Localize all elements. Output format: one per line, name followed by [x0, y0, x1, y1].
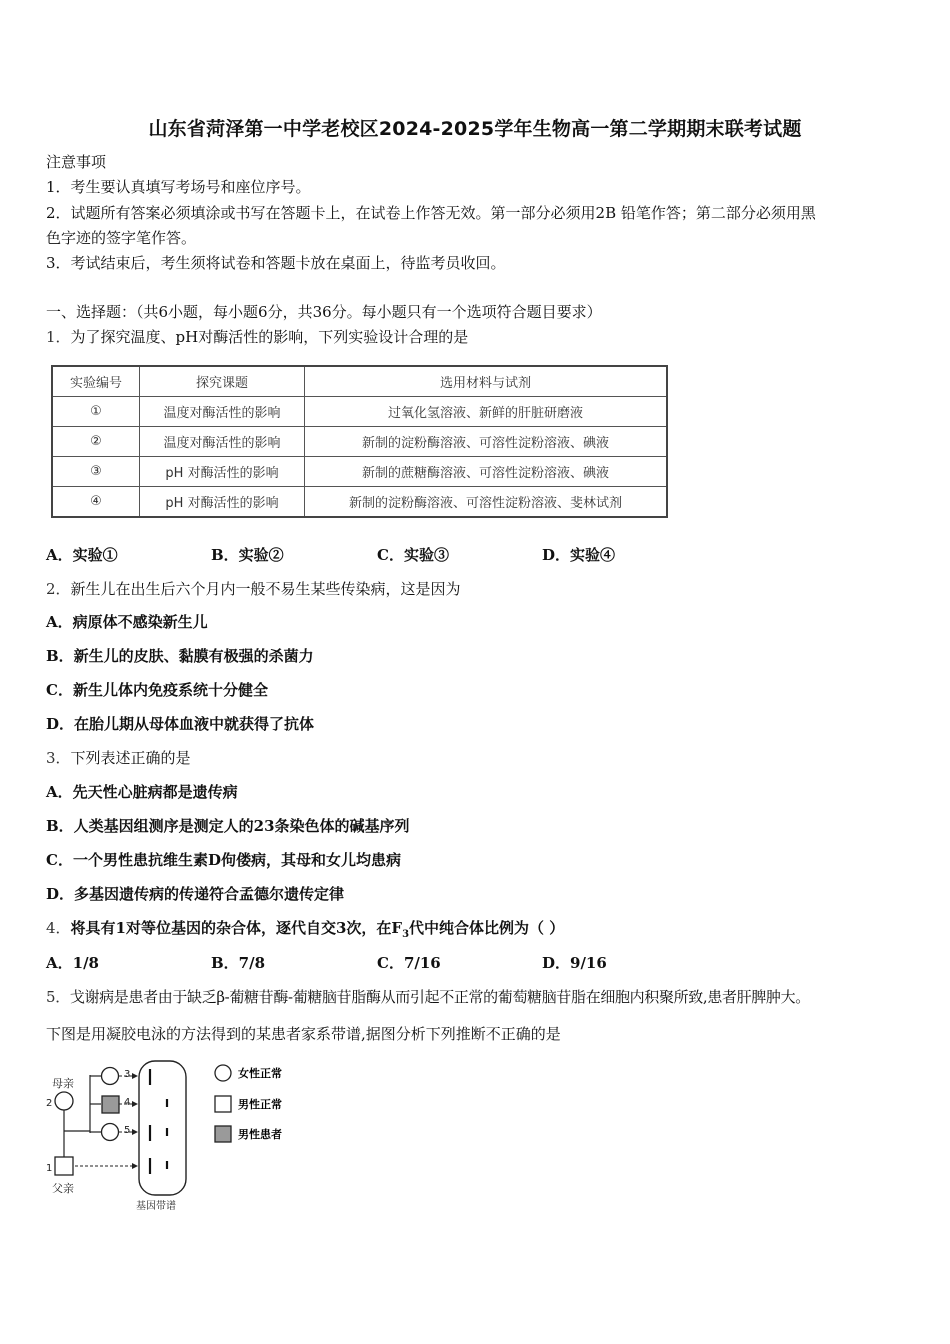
option-d[interactable]: D．实验④ [542, 546, 616, 564]
table-cell: 温度对酶活性的影响 [140, 427, 305, 457]
question-stem: 新生儿在出生后六个月内一般不易生某些传染病，这是因为 [70, 580, 461, 598]
option-c[interactable]: C．7/16 [377, 954, 441, 972]
notice-item-2-cont: 色字迹的签字笔作答。 [46, 229, 197, 247]
option-d[interactable]: D．多基因遗传病的传递符合孟德尔遗传定律 [46, 885, 345, 903]
female-child-symbol [102, 1124, 119, 1141]
option-c[interactable]: C．实验③ [377, 546, 449, 564]
question-4 [46, 918, 564, 945]
table-cell: 新制的淀粉酶溶液、可溶性淀粉溶液、碘液 [305, 427, 668, 457]
question-number: 2． [46, 580, 71, 598]
table-header: 实验编号 [52, 366, 140, 397]
legend-male-normal: 男性正常 [238, 1098, 282, 1111]
table-cell: pH 对酶活性的影响 [140, 487, 305, 518]
table-row [52, 427, 667, 457]
table-header: 探究课题 [140, 366, 305, 397]
band-spectrum-label: 基因带谱 [136, 1201, 176, 1212]
option-b[interactable]: B．人类基因组测序是测定人的23条染色体的碱基序列 [46, 817, 410, 835]
notice-item-1: 1．考生要认真填写考场号和座位序号。 [46, 178, 311, 196]
question-number: 5． [46, 988, 70, 1006]
label-5: 5 [124, 1125, 131, 1136]
subscript: 3 [402, 929, 410, 940]
question-number: 4． [46, 919, 71, 937]
father-label: 父亲 [52, 1182, 74, 1195]
section-heading: 一、选择题：（共6小题，每小题6分，共36分。每小题只有一个选项符合题目要求） [46, 303, 602, 321]
table-cell: 新制的蔗糖酶溶液、可溶性淀粉溶液、碘液 [305, 457, 668, 487]
question-number: 1． [46, 328, 71, 346]
table-row [52, 397, 667, 427]
option-d[interactable]: D．9/16 [542, 954, 607, 972]
notice-item-3: 3．考试结束后，考生须将试卷和答题卡放在桌面上，待监考员收回。 [46, 254, 506, 272]
table-header: 选用材料与试剂 [305, 366, 668, 397]
option-c[interactable]: C．一个男性患抗维生素D佝偻病，其母和女儿均患病 [46, 851, 401, 869]
option-b[interactable]: B．7/8 [211, 954, 266, 972]
table-cell: ④ [52, 487, 140, 518]
label-3: 3 [124, 1069, 131, 1080]
label-1: 1 [46, 1163, 53, 1174]
label-2: 2 [46, 1098, 53, 1109]
notice-item-2: 2．试题所有答案必须填涂或书写在答题卡上，在试卷上作答无效。第一部分必须用2B 铅笔作答；第二部分必须用黑 [46, 204, 816, 222]
mother-label: 母亲 [52, 1077, 74, 1090]
table-cell: 温度对酶活性的影响 [140, 397, 305, 427]
table-row [52, 457, 667, 487]
question-stem: 将具有1对等位基因的杂合体，逐代自交3次，在F [70, 919, 403, 937]
notice-heading: 注意事项 [46, 153, 107, 171]
female-child-symbol [102, 1068, 119, 1085]
question-stem: 下列表述正确的是 [70, 749, 191, 767]
option-a[interactable]: A．病原体不感染新生儿 [46, 613, 208, 631]
table-cell: ② [52, 427, 140, 457]
table-cell: ① [52, 397, 140, 427]
pedigree-figure [40, 1055, 310, 1215]
table-row [52, 487, 667, 518]
label-4: 4 [124, 1097, 131, 1108]
question-3 [46, 748, 191, 768]
question-1 [46, 327, 468, 347]
legend-female-normal: 女性正常 [238, 1067, 282, 1080]
exam-title: 山东省菏泽第一中学老校区2024-2025学年生物高一第二学期期末联考试题 [148, 118, 802, 140]
question-5-stem-cont: 下图是用凝胶电泳的方法得到的某患者家系带谱,据图分析下列推断不正确的是 [46, 1025, 561, 1043]
table-cell: 过氧化氢溶液、新鲜的肝脏研磨液 [305, 397, 668, 427]
table-cell: pH 对酶活性的影响 [140, 457, 305, 487]
gel-lane [139, 1061, 186, 1195]
table-header-row [52, 366, 667, 397]
option-b[interactable]: B．实验② [211, 546, 284, 564]
option-c[interactable]: C．新生儿体内免疫系统十分健全 [46, 681, 268, 699]
female-normal-symbol [55, 1092, 73, 1110]
option-a[interactable]: A．先天性心脏病都是遗传病 [46, 783, 238, 801]
question-2 [46, 579, 461, 599]
table-cell: 新制的淀粉酶溶液、可溶性淀粉溶液、斐林试剂 [305, 487, 668, 518]
legend-male-affected: 男性患者 [238, 1128, 282, 1141]
table-cell: ③ [52, 457, 140, 487]
question-stem: 戈谢病是患者由于缺乏β-葡糖苷酶-葡糖脑苷脂酶从而引起不正常的葡萄糖脑苷脂在细胞内积聚所致,患者肝脾肿大。 [69, 988, 810, 1006]
question-stem-end: 代中纯合体比例为（ ） [409, 919, 565, 937]
option-d[interactable]: D．在胎儿期从母体血液中就获得了抗体 [46, 715, 315, 733]
legend-male-normal-icon [215, 1096, 231, 1112]
question-number: 3． [46, 749, 71, 767]
legend-female-normal-icon [215, 1065, 231, 1081]
option-b[interactable]: B．新生儿的皮肤、黏膜有极强的杀菌力 [46, 647, 314, 665]
question-stem: 为了探究温度、pH对酶活性的影响，下列实验设计合理的是 [70, 328, 469, 346]
experiment-table [51, 365, 668, 518]
affected-male-symbol [102, 1096, 119, 1113]
option-a[interactable]: A．实验① [46, 546, 118, 564]
male-normal-symbol [55, 1157, 73, 1175]
option-a[interactable]: A．1/8 [46, 954, 99, 972]
question-5 [46, 987, 810, 1007]
legend-male-affected-icon [215, 1126, 231, 1142]
